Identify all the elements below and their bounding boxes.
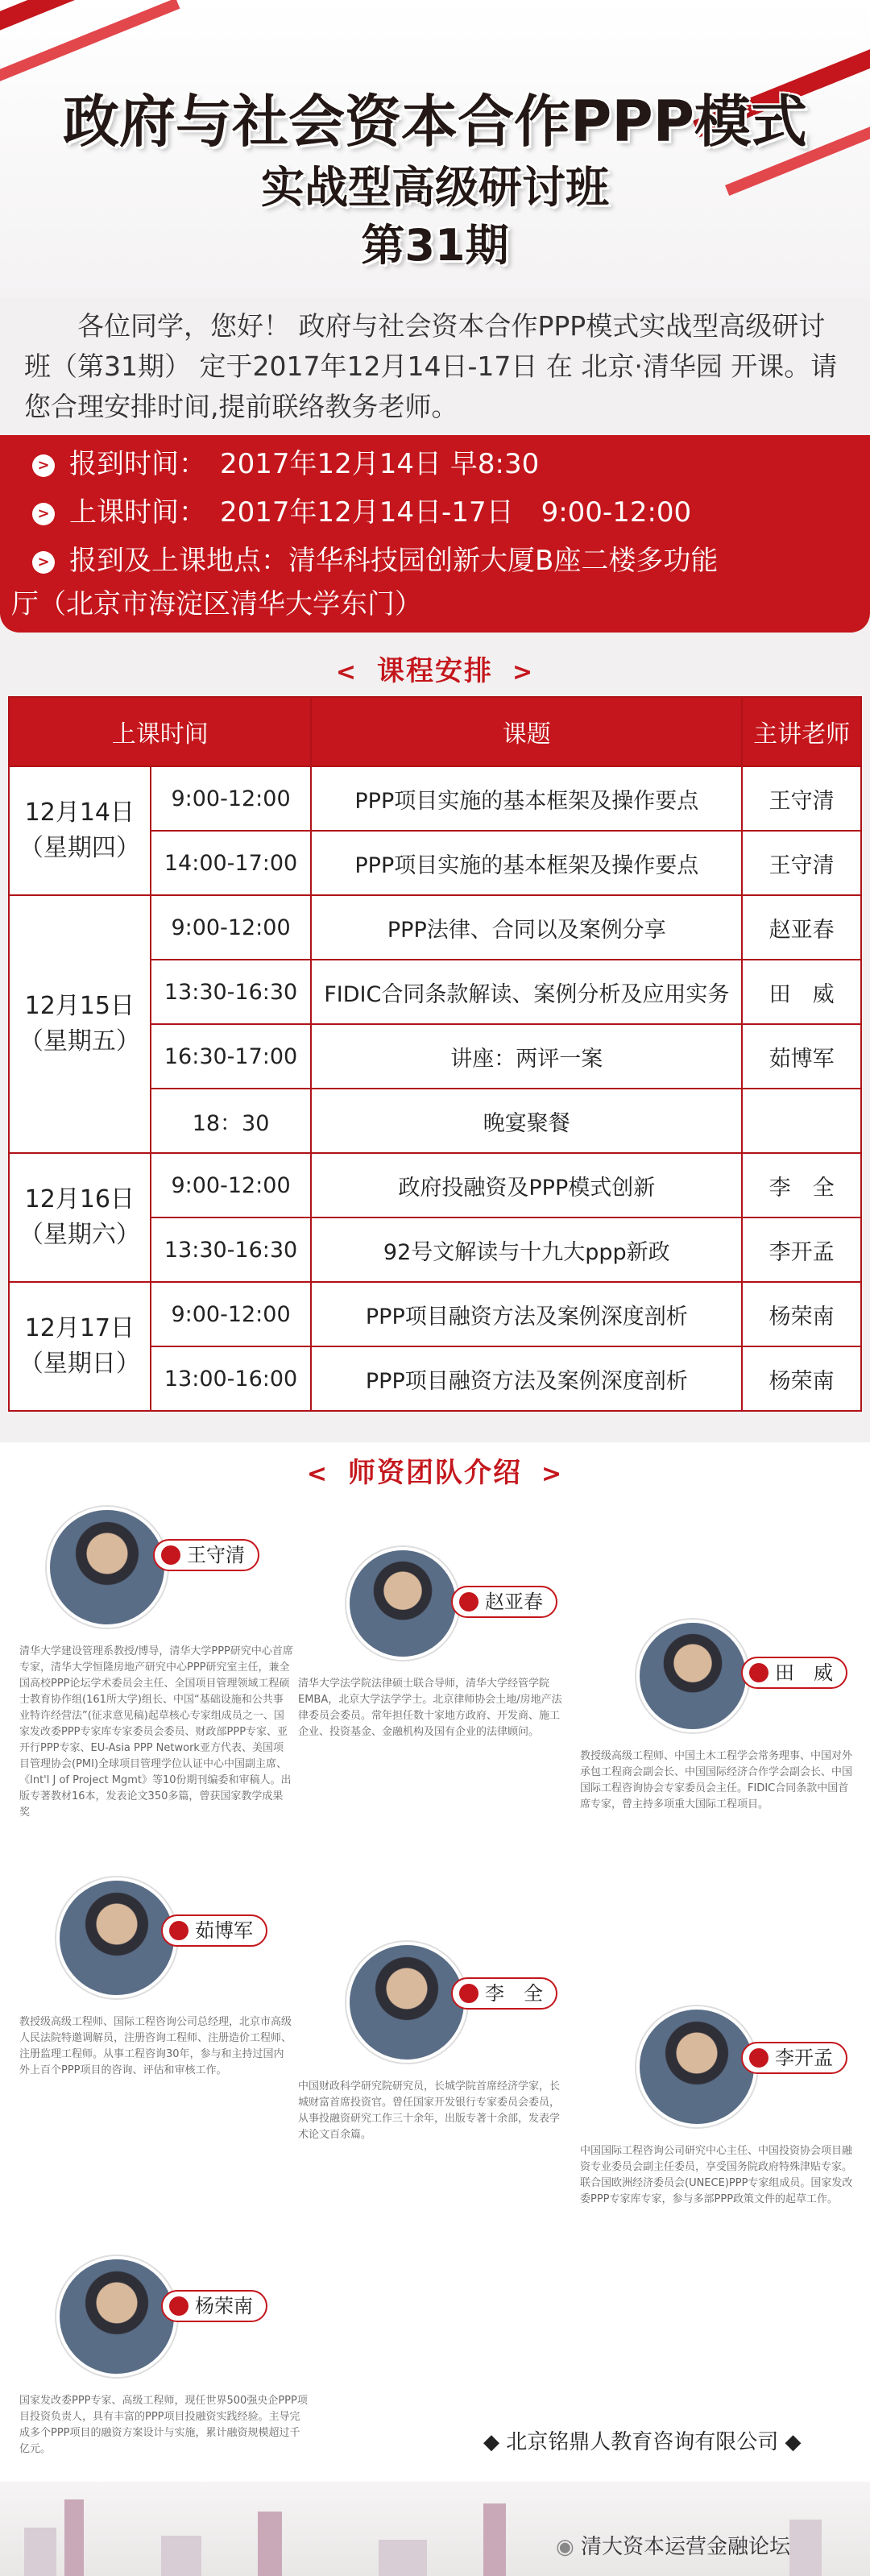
teacher-name: 杨荣南 <box>195 2295 253 2317</box>
day-date: 12月15日 <box>24 992 135 1020</box>
teacher-team-section <box>0 1442 870 2482</box>
table-row <box>9 1282 861 1346</box>
tag-dot-icon <box>459 1984 478 2003</box>
day-weekday: （星期日） <box>19 1350 140 1378</box>
watermark-text: 清大资本运营金融论坛 <box>580 2535 790 2559</box>
time-cell: 14:00-17:00 <box>151 831 312 895</box>
teacher-name: 李 全 <box>485 1982 543 2005</box>
teacher-cell: 杨荣南 <box>742 1346 861 1411</box>
chevron-left-icon: < <box>335 658 358 687</box>
diamond-icon: ◆ <box>483 2430 507 2454</box>
info-checkin-text: 报到时间： 2017年12月14日 早8:30 <box>69 448 540 480</box>
teacher-name-tag <box>451 1586 557 1618</box>
tag-dot-icon <box>169 2296 188 2316</box>
info-location-text: 报到及上课地点：清华科技园创新大厦B座二楼多功能 <box>69 545 719 577</box>
info-box <box>0 435 870 633</box>
time-cell: 9:00-12:00 <box>151 1153 312 1217</box>
teacher-photo <box>56 2256 177 2377</box>
teacher-bio: 中国财政科学研究院研究员，长城学院首席经济学家，长城财富首席投资官。曾任国家开发银行专家委员会委员，从事投融资研究工作三十余年，出版专著十余部，发表学术论文百余篇。 <box>298 2080 561 2141</box>
hero-banner <box>0 0 870 298</box>
topic-cell: PPP法律、合同以及案例分享 <box>311 895 742 960</box>
teacher-name: 李开孟 <box>775 2047 833 2069</box>
teacher-bio: 中国国际工程咨询公司研究中心主任、中国投资协会项目融资专业委员会副主任委员，享受国务院政府特殊津贴专家。联合国欧洲经济委员会(UNECE)PPP专家组成员。国家发改委PPP专家库专家，参与多部PPP政策文件的起草工作。 <box>580 2145 853 2205</box>
page-subtitle: 实战型高级研讨班 <box>261 162 609 213</box>
organizer-line <box>483 2425 802 2455</box>
info-row-checkin <box>32 445 539 483</box>
tag-dot-icon <box>161 1545 180 1565</box>
teacher-bio: 国家发改委PPP专家、高级工程师，现任世界500强央企PPP项目投资负责人，具有丰富的PPP项目投融资实践经验。主导完成多个PPP项目的融资方案设计与实施，累计融资规模超过千亿元。 <box>19 2395 308 2455</box>
time-cell: 9:00-12:00 <box>151 895 312 960</box>
topic-cell: PPP项目实施的基本框架及操作要点 <box>311 831 742 895</box>
wechat-icon: ◉ <box>556 2535 581 2559</box>
teacher-photo <box>346 1547 459 1660</box>
teacher-photo <box>47 1507 168 1628</box>
time-cell: 9:00-12:00 <box>151 766 312 831</box>
time-cell: 13:30-16:30 <box>151 1217 312 1282</box>
day-cell <box>9 766 151 895</box>
topic-cell: PPP项目融资方法及案例深度剖析 <box>311 1346 742 1411</box>
teacher-name-tag <box>153 1539 259 1571</box>
day-date: 12月16日 <box>24 1185 135 1213</box>
topic-cell: 政府投融资及PPP模式创新 <box>311 1153 742 1217</box>
arrow-icon: > <box>32 551 55 574</box>
teacher-cell: 王守清 <box>742 831 861 895</box>
teacher-photo <box>636 2006 757 2127</box>
diamond-icon: ◆ <box>778 2430 802 2454</box>
teacher-cell: 杨荣南 <box>742 1282 861 1346</box>
chevron-right-icon: > <box>512 658 535 687</box>
session-number: 第31期 <box>361 220 509 271</box>
header-teacher: 主讲老师 <box>742 697 861 766</box>
day-cell <box>9 1282 151 1411</box>
day-weekday: （星期四） <box>19 834 140 862</box>
topic-cell: 讲座：两评一案 <box>311 1024 742 1089</box>
teacher-photo <box>56 1877 177 1998</box>
topic-cell: 92号文解读与十九大ppp新政 <box>311 1217 742 1282</box>
info-location-cont: 厅（北京市海淀区清华大学东门） <box>11 588 422 620</box>
teacher-cell <box>742 1089 861 1153</box>
teacher-name-tag <box>741 1657 847 1689</box>
info-row-class-time <box>32 493 691 532</box>
skyline-building <box>64 2499 84 2576</box>
chevron-left-icon: < <box>306 1460 329 1488</box>
teacher-bio: 教授级高级工程师、国际工程咨询公司总经理，北京市高级人民法院特邀调解员，注册咨询工程师、注册造价工程师、注册监理工程师。从事工程咨询30年，参与和主持过国内外上百个PPP项目的咨询、评估和审核工作。 <box>19 2016 292 2076</box>
chevron-right-icon: > <box>541 1460 564 1488</box>
skyline-building <box>258 2512 282 2576</box>
teacher-bio: 清华大学法学院法律硕士联合导师，清华大学经管学院EMBA，北京大学法学学士。北京律师协会土地/房地产法律委员会委员。常年担任数十家地方政府、开发商、施工企业、投资基金、金融机构及国有企业的法律顾问。 <box>298 1678 562 1738</box>
teacher-cell: 李开孟 <box>742 1217 861 1282</box>
team-title-text: 师资团队介绍 <box>348 1457 522 1489</box>
skyline-building <box>483 2503 506 2576</box>
teacher-cell: 茹博军 <box>742 1024 861 1089</box>
tag-dot-icon <box>169 1921 188 1940</box>
teacher-name: 王守清 <box>187 1544 245 1566</box>
schedule-table <box>8 696 862 1412</box>
teacher-name-tag <box>741 2042 847 2074</box>
skyline-building <box>24 2528 56 2576</box>
info-row-location <box>32 541 718 580</box>
tag-dot-icon <box>749 2048 768 2068</box>
schedule-section-title <box>0 649 870 688</box>
team-section-title <box>0 1450 870 1490</box>
teacher-photo <box>636 1620 749 1732</box>
teacher-name-tag <box>161 1914 267 1947</box>
day-cell <box>9 1153 151 1282</box>
teacher-cell: 李 全 <box>742 1153 861 1217</box>
teacher-photo <box>346 1942 467 2063</box>
table-header-row <box>9 697 861 766</box>
time-cell: 16:30-17:00 <box>151 1024 312 1089</box>
schedule-title-text: 课程安排 <box>377 655 493 687</box>
header-time: 上课时间 <box>9 697 311 766</box>
teacher-cell: 赵亚春 <box>742 895 861 960</box>
teacher-name-tag <box>451 1977 557 2010</box>
skyline-building <box>379 2540 427 2576</box>
day-cell <box>9 895 151 1153</box>
skyline-building <box>161 2536 201 2576</box>
teacher-name: 田 威 <box>775 1661 833 1684</box>
table-row <box>9 1153 861 1217</box>
teacher-name: 茹博军 <box>195 1919 253 1942</box>
tag-dot-icon <box>749 1663 768 1682</box>
teacher-name-tag <box>161 2290 267 2322</box>
time-cell: 18：30 <box>151 1089 312 1153</box>
arrow-icon: > <box>32 503 55 525</box>
page-title: 政府与社会资本合作PPP模式 <box>63 89 807 155</box>
topic-cell: PPP项目融资方法及案例深度剖析 <box>311 1282 742 1346</box>
arrow-icon: > <box>32 454 55 477</box>
topic-cell: PPP项目实施的基本框架及操作要点 <box>311 766 742 831</box>
table-row <box>9 895 861 960</box>
footer <box>0 2482 870 2576</box>
header-topic: 课题 <box>311 697 742 766</box>
teacher-name: 赵亚春 <box>485 1591 543 1613</box>
time-cell: 13:30-16:30 <box>151 960 312 1024</box>
day-weekday: （星期五） <box>19 1027 140 1056</box>
organizer-name: 北京铭鼎人教育咨询有限公司 <box>506 2430 779 2454</box>
info-class-time-text: 上课时间： 2017年12月14日-17日 9:00-12:00 <box>69 496 692 529</box>
intro-text: 各位同学，您好！ 政府与社会资本合作PPP模式实战型高级研讨班（第31期） 定于2017年12月14日-17日 在 北京·清华园 开课。请您合理安排时间,提前联络教务老师。 <box>24 310 838 422</box>
time-cell: 9:00-12:00 <box>151 1282 312 1346</box>
time-cell: 13:00-16:00 <box>151 1346 312 1411</box>
topic-cell: FIDIC合同条款解读、案例分析及应用实务 <box>311 960 742 1024</box>
teacher-bio: 清华大学建设管理系教授/博导，清华大学PPP研究中心首席专家，清华大学恒隆房地产研究中心PPP研究室主任，兼全国高校PPP论坛学术委员会主任、全国项目管理领域工程硕士教育协作组(161所大学)组长、中国“基础设施和公共事业特许经营法”(征求意见稿)起草核心专家组成员之一、国家发改委PPP专家库专家委员会委员、财政部PPP专家、亚开行PPP专家、EU-Asia PPP Network亚方代表、美国项目管理协会(PMI)全球项目管理学位认证中心中国副主席、《Int'l J of Project Mgmt》等10份期刊编委和审稿人。出版专著教材16本，发表论文350多篇，曾获国家教学成果奖 <box>19 1645 293 1819</box>
teacher-cell: 王守清 <box>742 766 861 831</box>
topic-cell: 晚宴聚餐 <box>311 1089 742 1153</box>
day-date: 12月17日 <box>24 1314 135 1342</box>
watermark <box>556 2530 790 2560</box>
tag-dot-icon <box>459 1592 478 1612</box>
table-row <box>9 766 861 831</box>
teacher-cell: 田 威 <box>742 960 861 1024</box>
teacher-bio: 教授级高级工程师、中国土木工程学会常务理事、中国对外承包工程商会副会长、中国国际经济合作学会副会长、中国国际工程咨询协会专家委员会主任。FIDIC合同条款中国首席专家，曾主持多项重大国际工程项目。 <box>580 1750 853 1811</box>
day-weekday: （星期六） <box>19 1221 140 1249</box>
day-date: 12月14日 <box>24 799 135 827</box>
skyline-building <box>789 2520 822 2576</box>
